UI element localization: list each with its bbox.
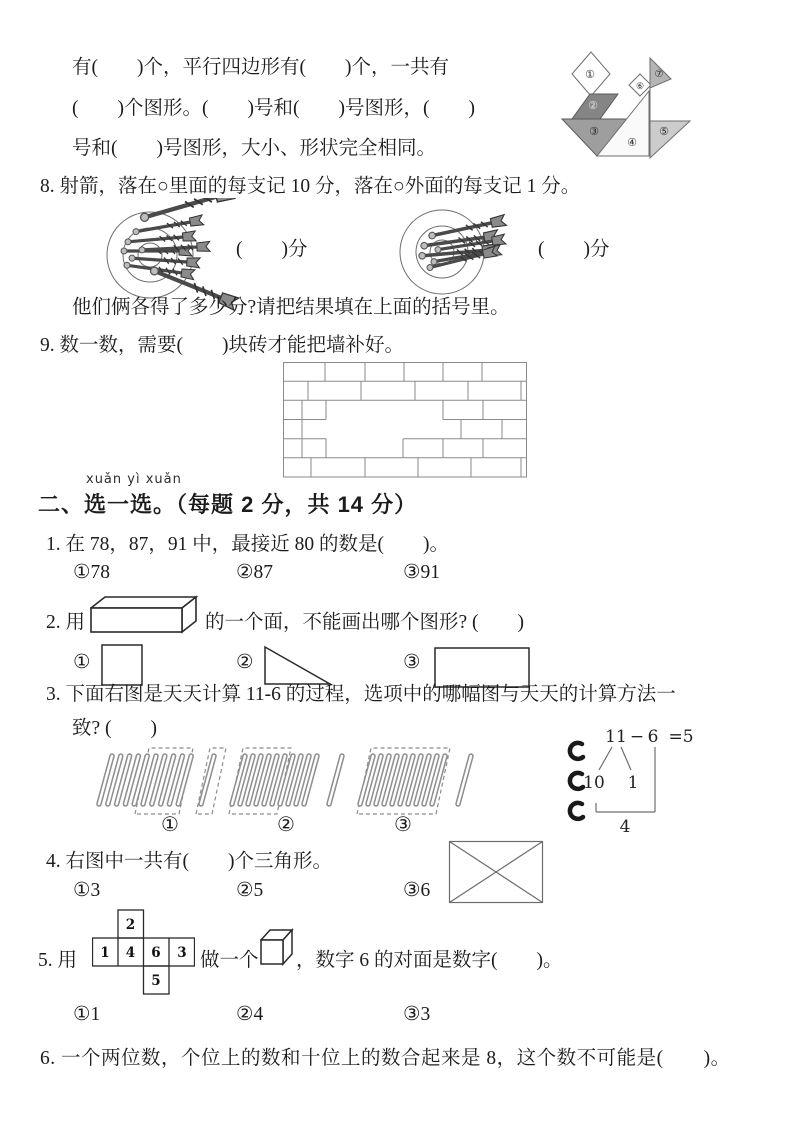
target-right-arrows (418, 215, 506, 273)
q4-rectangle-diagonals-figure (448, 840, 544, 904)
tangram-label-4: ④ (627, 136, 637, 149)
q5-text-post: ，数字 6 的对面是数字( )。 (296, 950, 563, 971)
cube-shape (261, 930, 292, 964)
cuboid-shape (91, 597, 196, 632)
q3-sticks-option-3 (356, 742, 474, 822)
section-pinyin: xuǎn yì xuǎn (86, 472, 182, 487)
q3-sticks-option-2 (228, 742, 346, 822)
intro-line-3: 号和( )号图形，大小、形状完全相同。 (72, 138, 436, 159)
q2-text-pre: 2. 用 (46, 612, 86, 633)
q2-cuboid-figure (90, 594, 202, 636)
q5-option-3: ③3 (403, 1004, 431, 1025)
q5-cube-figure (260, 928, 294, 968)
rect-with-diagonals (450, 842, 543, 903)
q2-text-post: 的一个面，不能画出哪个图形? ( ) (205, 612, 525, 633)
q1-option-2: ②87 (236, 562, 273, 583)
net-top-number: 2 (125, 917, 136, 933)
bond-minuend: 11 (605, 727, 627, 747)
tangram-label-1: ① (585, 68, 595, 81)
q4-text: 4. 右图中一共有( )个三角形。 (46, 851, 332, 872)
q3-number-bond-figure (563, 718, 703, 850)
q8-text: 8. 射箭，落在○里面的每支记 10 分，落在○外面的每支记 1 分。 (40, 176, 581, 197)
bond-subtrahend: 6 (647, 727, 659, 747)
tangram-label-2: ② (588, 99, 598, 112)
q8-score-left: ( )分 (236, 239, 308, 260)
bond-operator: − (629, 727, 645, 747)
q8-score-right: ( )分 (538, 239, 610, 260)
q3-option-3-label: ③ (394, 814, 412, 836)
tangram-label-5: ⑤ (659, 125, 669, 138)
q4-option-3: ③6 (403, 880, 431, 901)
section-title: 二、选一选。（每题 2 分，共 14 分） (38, 492, 418, 517)
net-bottom-number: 5 (151, 973, 161, 989)
net-cell-4: 3 (177, 945, 187, 961)
q3-sticks-option-1 (95, 742, 230, 822)
sticks-bundle (360, 756, 471, 804)
intro-line-2: ( )个图形。( )号和( )号图形，( ) (72, 97, 475, 119)
q5-cube-net-figure (92, 909, 195, 995)
q3-text-line1: 3. 下面右图是天天计算 11-6 的过程，选项中的哪幅图与天天的计算方法一 (46, 684, 676, 705)
tangram-figure (560, 45, 793, 170)
tangram-label-3: ③ (589, 125, 599, 138)
intro-line-1: 有( )个，平行四边形有( )个，一共有 (72, 57, 449, 78)
bond-part-left: 10 (583, 773, 605, 793)
q2-option-1-label: ① (73, 652, 91, 673)
q4-option-2: ②5 (236, 880, 264, 901)
sticks-bundle (232, 756, 342, 804)
net-cell-3: 6 (151, 945, 161, 961)
q5-option-2: ②4 (236, 1004, 264, 1025)
q9-brick-wall-figure (283, 362, 527, 478)
net-cell-2: 4 (125, 945, 136, 961)
bond-lines (596, 747, 655, 812)
q5-text-mid: 做一个 (200, 950, 259, 971)
q2-option-2-label: ② (236, 652, 254, 673)
intro-text (72, 48, 475, 170)
q4-option-1: ①3 (73, 880, 101, 901)
tangram-label-6: ⑥ (635, 82, 645, 92)
q8-followup: 他们俩各得了多少分?请把结果填在上面的括号里。 (72, 297, 510, 318)
tangram-label-7: ⑦ (654, 69, 664, 80)
q5-text-pre: 5. 用 (38, 950, 78, 971)
brick-wall-lines (283, 362, 527, 477)
tangram-piece-5 (650, 121, 690, 158)
bond-result: 4 (619, 817, 631, 837)
q9-text: 9. 数一数，需要( )块砖才能把墙补好。 (40, 335, 404, 356)
net-cell-1: 1 (100, 945, 110, 961)
q1-text: 1. 在 78，87，91 中，最接近 80 的数是( )。 (46, 534, 449, 555)
q3-option-1-label: ① (161, 814, 179, 836)
q6-text: 6. 一个两位数，个位上的数和十位上的数合起来是 8，这个数不可能是( )。 (40, 1048, 731, 1069)
q3-text-line2: 致? ( ) (72, 718, 158, 739)
bond-part-right: 1 (627, 773, 639, 793)
sticks-bundle (99, 756, 214, 804)
q5-option-1: ①1 (73, 1004, 101, 1025)
q2-option-3-label: ③ (403, 652, 421, 673)
q1-option-1: ①78 (73, 562, 110, 583)
q1-option-3: ③91 (403, 562, 440, 583)
bond-equals-result: =5 (668, 727, 694, 747)
q3-option-2-label: ② (277, 814, 295, 836)
curl-marks (570, 743, 583, 819)
